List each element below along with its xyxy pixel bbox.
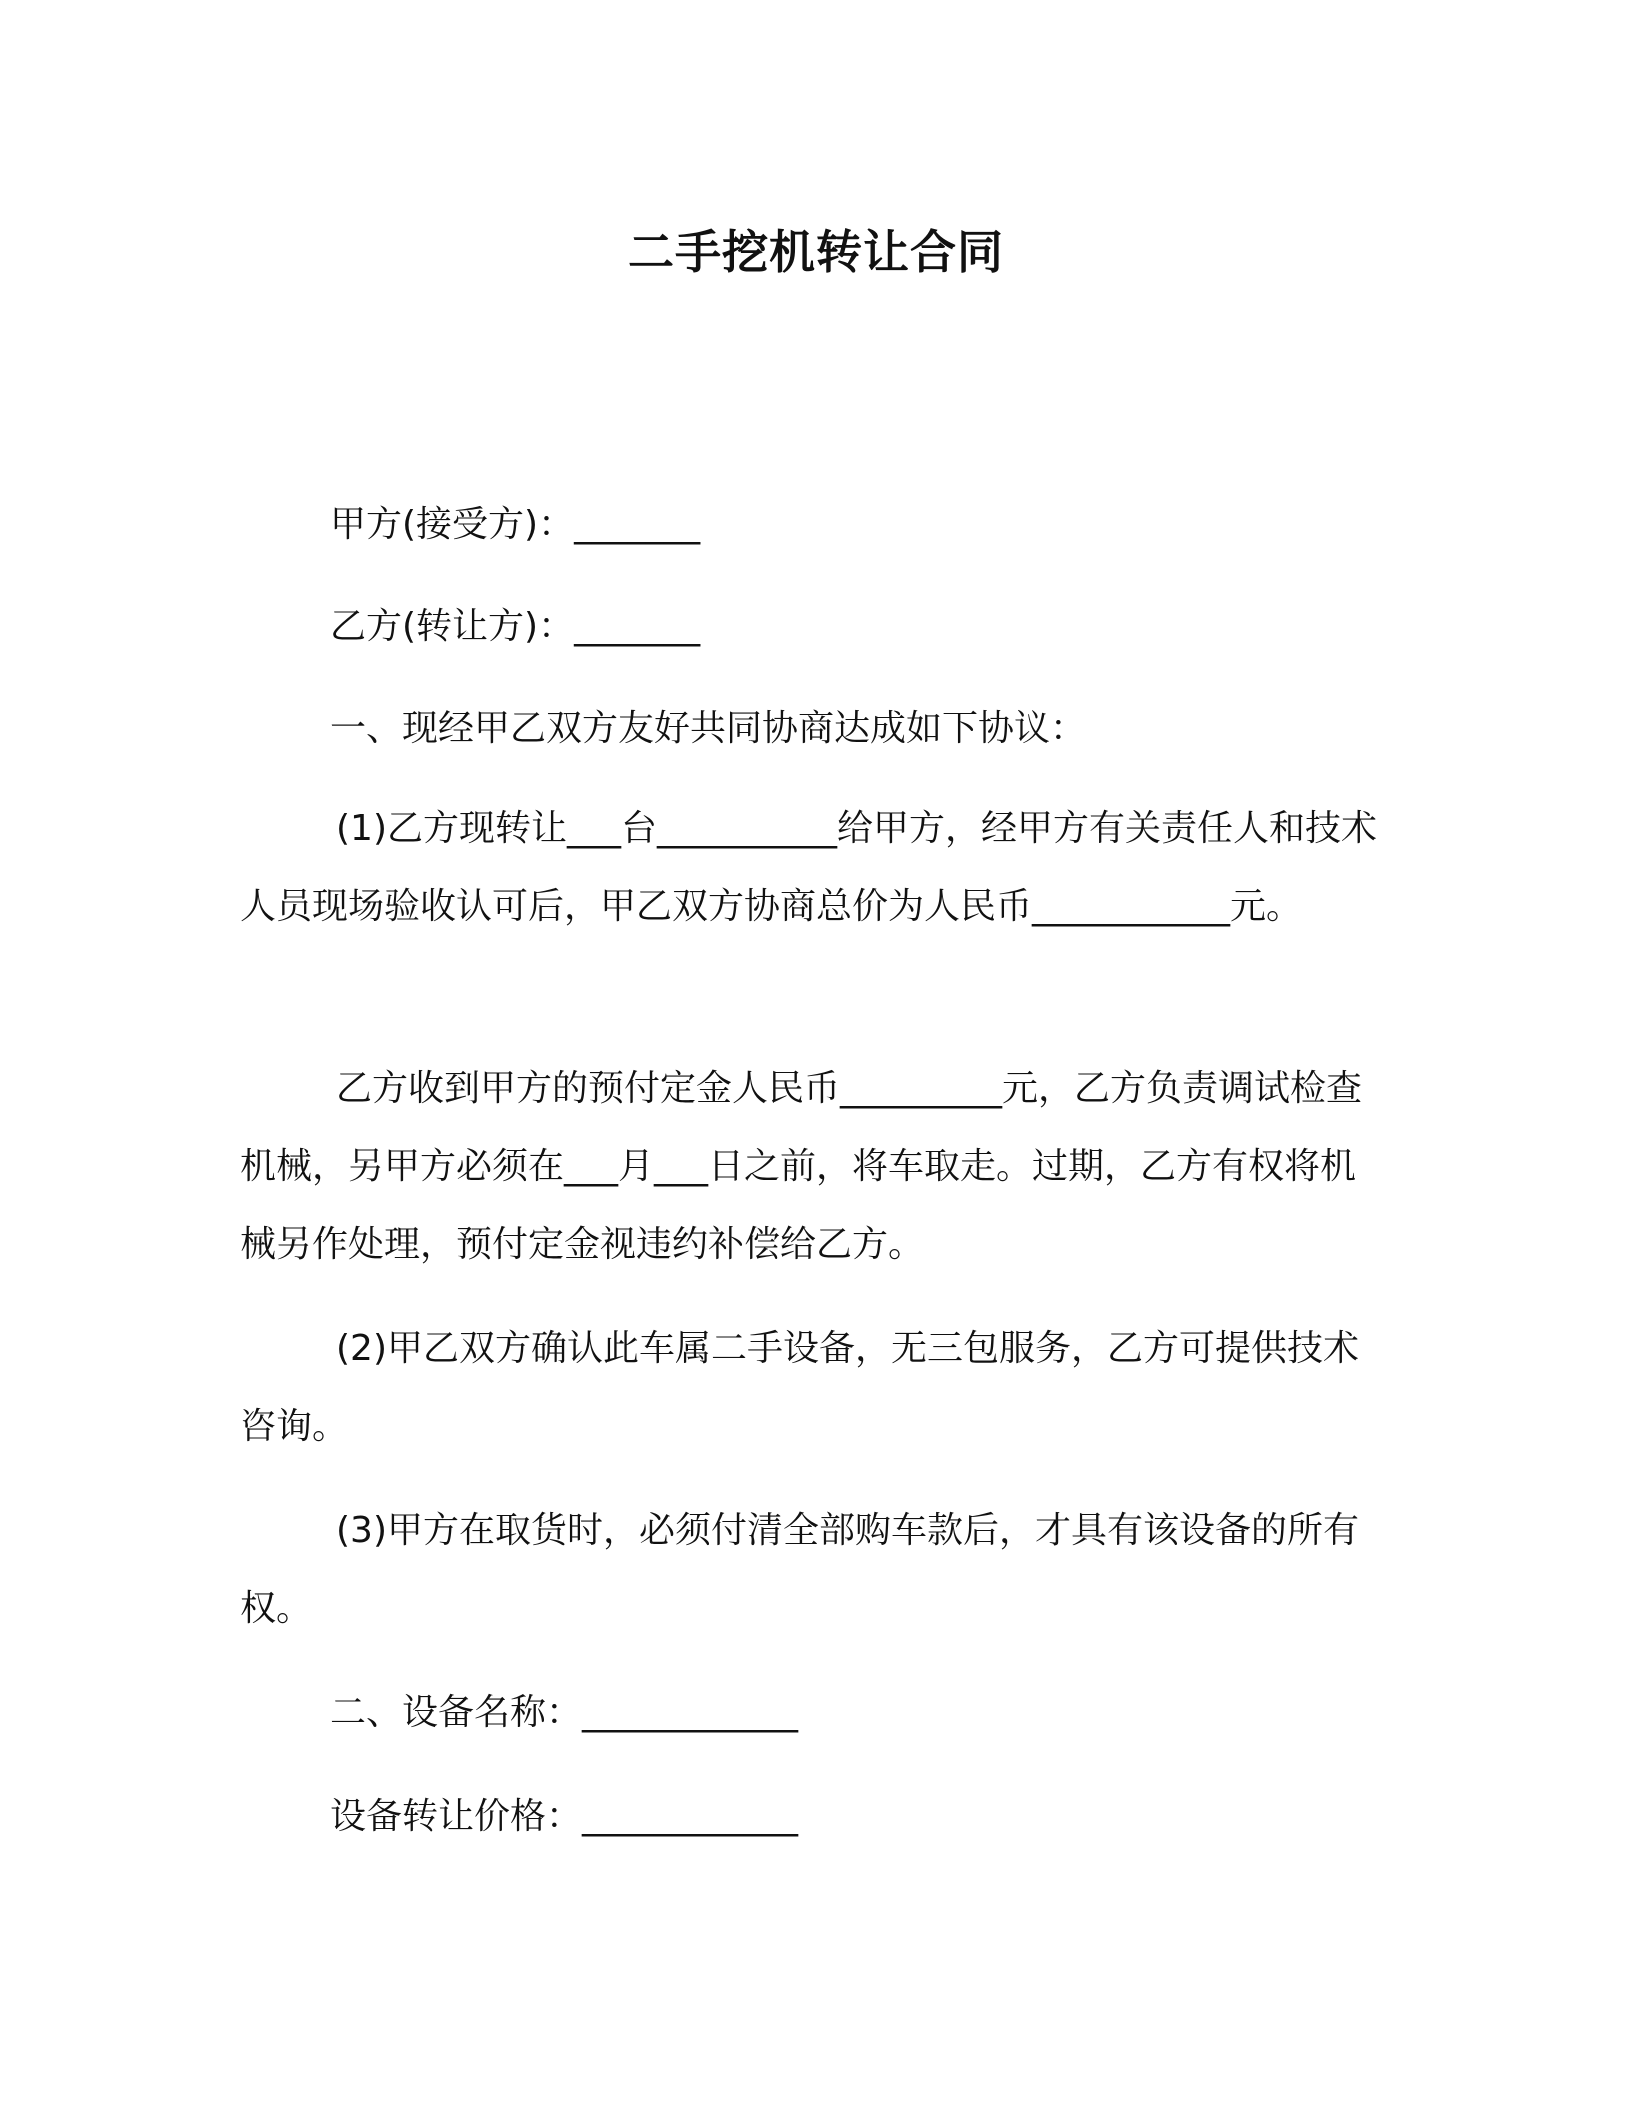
section-2-heading: 二、设备名称：____________	[330, 1692, 799, 1733]
party-a-line: 甲方(接受方)：_______	[330, 504, 701, 545]
document-title: 二手挖机转让合同	[628, 225, 1004, 279]
section-1-heading: 一、现经甲乙双方友好共同协商达成如下协议：	[330, 708, 1087, 749]
party-b-line: 乙方(转让方)：_______	[330, 606, 701, 647]
deposit-paragraph: 乙方收到甲方的预付定金人民币_________元，乙方负责调试检查机械，另甲方必须在___月___日之前，将车取走。过期，乙方有权将机械另作处理，预付定金视违约补偿给乙方。	[240, 1068, 1363, 1265]
clause-2-paragraph: (2)甲乙双方确认此车属二手设备，无三包服务，乙方可提供技术咨询。	[240, 1328, 1359, 1447]
clause-1-paragraph: (1)乙方现转让___台__________给甲方，经甲方有关责任人和技术人员现场验收认可后，甲乙双方协商总价为人民币___________元。	[240, 808, 1377, 927]
transfer-price-line: 设备转让价格：____________	[330, 1796, 799, 1837]
clause-3-paragraph: (3)甲方在取货时，必须付清全部购车款后，才具有该设备的所有权。	[240, 1510, 1359, 1629]
